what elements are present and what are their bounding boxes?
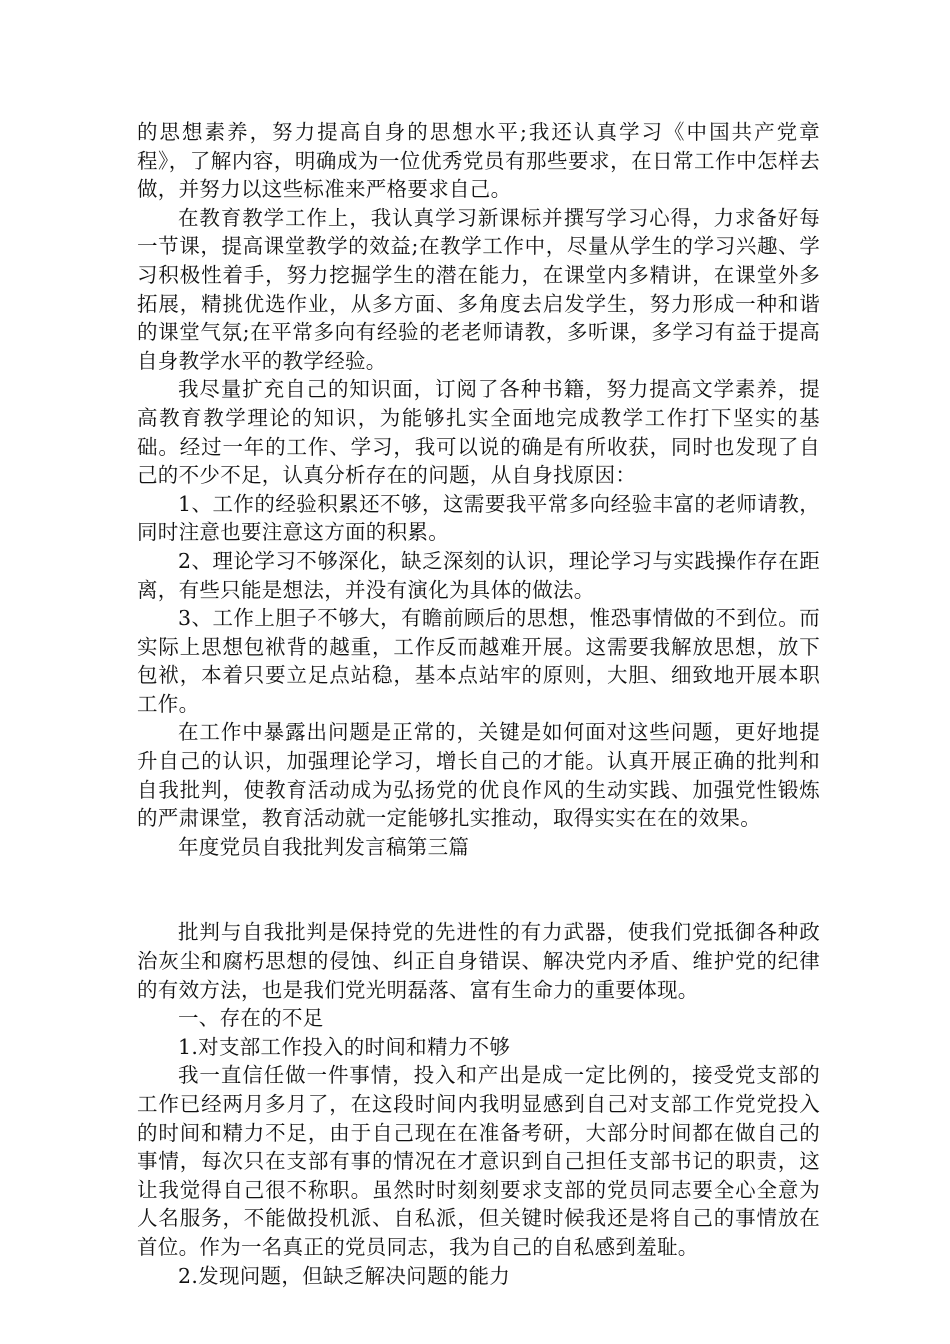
paragraph-knowledge: 我尽量扩充自己的知识面，订阅了各种书籍，努力提高文学素养，提高教育教学理论的知识，为能够扎实全面地完成教学工作打下坚实的基础。经过一年的工作、学习，我可以说的确是有所收获，同时也发现了自己的不少不足，认真分析存在的问题，从自身找原因： <box>137 377 820 488</box>
list-item-2: 2、理论学习不够深化，缺乏深刻的认识，理论学习与实践操作存在距离，有些只能是想法，并没有演化为具体的做法。 <box>137 548 820 602</box>
subheading-item-1: 1.对支部工作投入的时间和精力不够 <box>178 1034 511 1059</box>
paragraph-intro: 批判与自我批判是保持党的先进性的有力武器，使我们党抵御各种政治灰尘和腐朽思想的侵蚀、纠正自身错误、解决党内矛盾、维护党的纪律的有效方法，也是我们党光明磊落、富有生命力的重要体现。 <box>137 920 820 1002</box>
paragraph-teaching-work: 在教育教学工作上，我认真学习新课标并撰写学习心得，力求备好每一节课，提高课堂教学的效益;在教学工作中，尽量从学生的学习兴趣、学习积极性着手，努力挖掘学生的潜在能力，在课堂内多精讲，在课堂外多拓展，精挑优选作业，从多方面、多角度去启发学生，努力形成一种和谐的课堂气氛;在平常多向有经验的老老师请教，多听课，多学习有益于提高自身教学水平的教学经验。 <box>137 205 820 373</box>
subheading-shortcomings: 一、存在的不足 <box>178 1006 324 1031</box>
paragraph-continuation: 的思想素养，努力提高自身的思想水平;我还认真学习《中国共产党章程》，了解内容，明确成为一位优秀党员有那些要求，在日常工作中怎样去做，并努力以这些标准来严格要求自己。 <box>137 120 820 202</box>
list-item-1: 1、工作的经验积累还不够，这需要我平常多向经验丰富的老师请教，同时注意也要注意这方面的积累。 <box>137 491 820 545</box>
list-item-3: 3、工作上胆子不够大，有瞻前顾后的思想，惟恐事情做的不到位。而实际上思想包袱背的越重，工作反而越难开展。这需要我解放思想，放下包袱，本着只要立足点站稳，基本点站牢的原则，大胆、细致地开展本职工作。 <box>137 606 820 716</box>
subheading-item-2: 2.发现问题，但缺乏解决问题的能力 <box>178 1263 511 1288</box>
document-page <box>137 118 820 1290</box>
paragraph-conclusion: 在工作中暴露出问题是正常的，关键是如何面对这些问题，更好地提升自己的认识，加强理论学习，增长自己的才能。认真开展正确的批判和自我批判，使教育活动成为弘扬党的优良作风的生动实践、加强党性锻炼的严肃课堂，教育活动就一定能够扎实推动，取得实实在在的效果。 <box>137 720 820 831</box>
section-spacer <box>137 861 820 918</box>
section-title: 年度党员自我批判发言稿第三篇 <box>178 834 470 859</box>
paragraph-item-1-body: 我一直信任做一件事情，投入和产出是成一定比例的，接受党支部的工作已经两月多月了，在这段时间内我明显感到自己对支部工作党党投入的时间和精力不足，由于自己现在在准备考研，大部分时间都在做自己的事情，每次只在支部有事的情况在才意识到自己担任支部书记的职责，这让我觉得自己很不称职。虽然时时刻刻要求支部的党员同志要全心全意为人名服务，不能做投机派、自私派，但关键时候我还是将自己的事情放在首位。作为一名真正的党员同志，我为自己的自私感到羞耻。 <box>137 1063 820 1259</box>
